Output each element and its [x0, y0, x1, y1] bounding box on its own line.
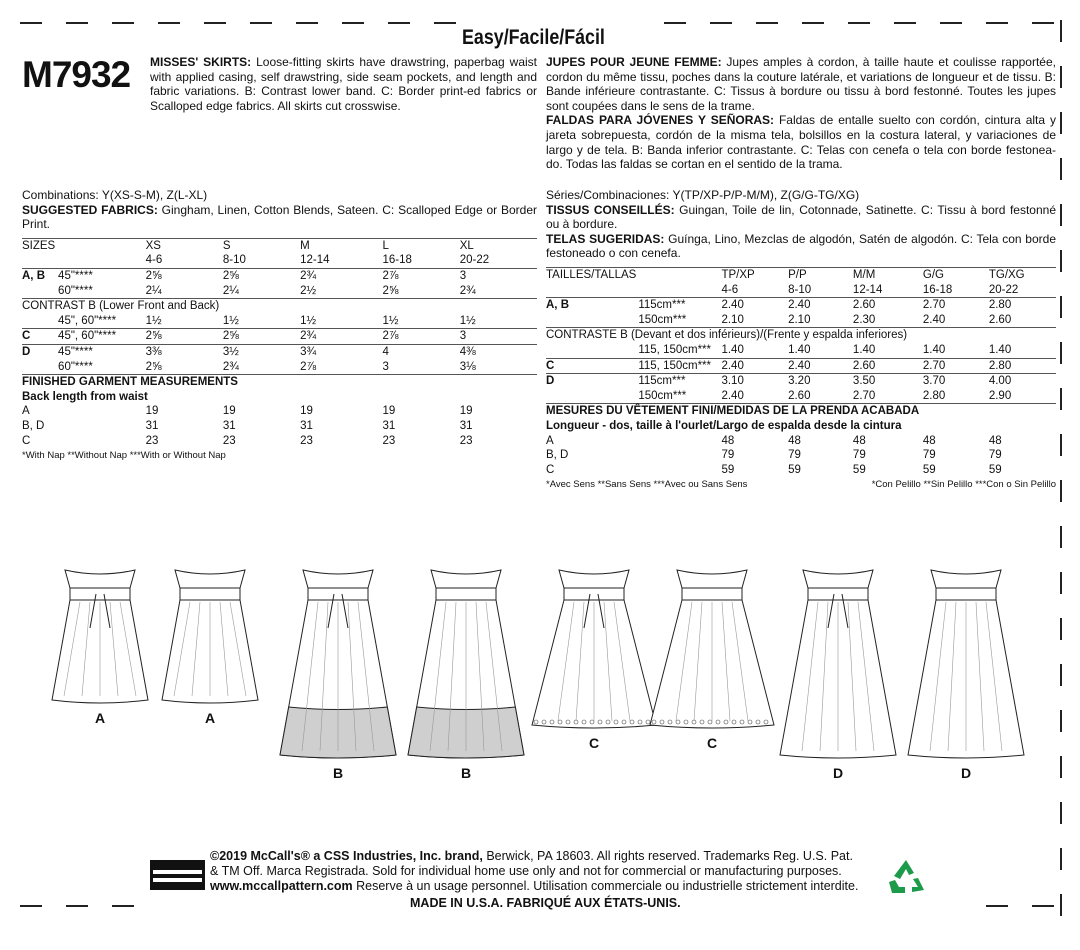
table-cell: TG/XG: [989, 267, 1056, 282]
table-cell: [22, 253, 58, 268]
fabrics-title-fr: TISSUS CONSEILLÉS:: [546, 202, 675, 217]
table-cell: C: [546, 358, 638, 374]
table-cell: 2.40: [721, 358, 788, 374]
table-row: [546, 434, 1056, 449]
cut-dash: [1060, 250, 1062, 272]
description-en: [150, 55, 537, 113]
table-cell: 60"****: [58, 284, 93, 297]
combinations-fr: Séries/Combinaciones: Y(TP/XP-P/P-M/M), Z(G/G-TG/XG): [546, 188, 860, 202]
cut-dash: [250, 22, 272, 24]
copyright-brand: ©2019 McCall's® a CSS Industries, Inc. brand,: [210, 849, 483, 863]
table-cell: 3½: [223, 344, 300, 359]
table-cell: 2.40: [721, 389, 744, 402]
cut-dash: [1060, 66, 1062, 88]
table-cell: G/G: [923, 267, 989, 282]
table-cell: 2.40: [788, 298, 853, 313]
cut-dash: [664, 22, 686, 24]
desc-fr: Jupes amples à cordon, à taille haute et coulisse rapportée, cordon du même tissu, poches dans la couture latérale, et variations de longueur et de tissu. B: Bande inférieure contrastante. C: Tissus à bordure ou tissu à bord festonné. Toutes les jupes sont coupées dans le sens de la trame.: [546, 55, 1056, 113]
french-spanish-column: [546, 55, 1056, 491]
table-row: [546, 328, 1056, 343]
cut-dash: [1060, 204, 1062, 226]
table-cell: 1½: [459, 314, 476, 327]
table-cell: [546, 389, 638, 404]
cut-dash: [894, 22, 916, 24]
table-row: [22, 344, 537, 359]
table-cell: 23: [382, 434, 396, 447]
table-row: [546, 283, 1056, 298]
cut-dash: [848, 22, 870, 24]
view-label: C: [589, 735, 600, 751]
nap-footnote-en: *With Nap **Without Nap ***With or Without Nap: [22, 450, 226, 462]
table-cell: 59: [721, 463, 735, 476]
title-es: FALDAS PARA JÓVENES Y SEÑORAS:: [546, 113, 775, 128]
cut-dash: [342, 22, 364, 24]
cut-dash: [20, 22, 42, 24]
cut-dash: [296, 22, 318, 24]
table-cell: 2¾: [459, 284, 476, 297]
table-row: [546, 267, 1056, 282]
table-cell: 1.40: [922, 343, 946, 356]
table-cell: [638, 283, 721, 298]
table-cell: [638, 267, 721, 282]
table-cell: 115cm***: [638, 298, 721, 313]
table-cell: 3.10: [721, 374, 788, 389]
cut-dash: [158, 22, 180, 24]
copyright-line2: & TM Off. Marca Registrada. Sold for individual home use only and not for commercial or manufacturing purposes.: [210, 864, 842, 878]
table-cell: P/P: [788, 267, 853, 282]
table-cell: TP/XP: [721, 267, 788, 282]
table-cell: 115cm***: [638, 374, 721, 389]
table-cell: XS: [146, 238, 223, 253]
table-cell: 23: [222, 434, 236, 447]
table-cell: [22, 314, 58, 329]
cut-dash: [1060, 848, 1062, 870]
table-cell: 31: [300, 419, 313, 432]
table-row: [22, 314, 537, 329]
cut-dash: [112, 22, 134, 24]
cut-dash: [710, 22, 732, 24]
table-cell: [58, 404, 146, 419]
table-cell: 2½: [300, 284, 317, 297]
fabrics-en: [22, 203, 537, 232]
table-row: [22, 329, 537, 345]
table-cell: 8-10: [222, 254, 246, 267]
table-cell: 79: [988, 449, 1002, 462]
cut-dash: [112, 905, 134, 907]
table-cell: [22, 360, 58, 375]
table-cell: 23: [459, 434, 473, 447]
table-row: [22, 404, 537, 419]
table-cell: 3.20: [788, 374, 853, 389]
fabrics-fr: [546, 203, 1056, 261]
table-cell: 79: [721, 449, 735, 462]
table-row: [546, 448, 1056, 463]
table-cell: M: [300, 238, 382, 253]
table-cell: 3⅜: [146, 344, 223, 359]
table-cell: 3.70: [923, 374, 989, 389]
table-cell: 4⅜: [460, 344, 537, 359]
table-row: [22, 238, 537, 253]
table-row: [546, 298, 1056, 313]
table-row: [22, 253, 537, 268]
header-block-fr: [546, 55, 1056, 188]
table-cell: Back length from waist: [22, 390, 148, 403]
table-cell: [638, 434, 721, 449]
combinations-en: Combinations: Y(XS-S-M), Z(L-XL): [22, 188, 208, 202]
table-row: [22, 360, 537, 375]
table-cell: 4-6: [145, 254, 163, 267]
yardage-table-fr: [546, 267, 1056, 477]
table-cell: 2⅞: [300, 360, 317, 373]
table-cell: 2⅞: [382, 329, 459, 345]
table-cell: 2¼: [145, 284, 162, 297]
table-cell: 2⅝: [382, 284, 399, 297]
table-cell: 1½: [222, 314, 239, 327]
table-cell: 2⅝: [146, 268, 223, 283]
table-cell: 2¼: [222, 284, 239, 297]
table-cell: 2⅞: [382, 268, 459, 283]
view-label: C: [707, 735, 718, 751]
table-row: [22, 268, 537, 283]
cut-dash: [434, 22, 456, 24]
table-cell: 1.40: [788, 343, 811, 356]
table-cell: 31: [145, 419, 159, 432]
table-cell: 1½: [382, 314, 399, 327]
table-cell: 48: [852, 434, 866, 447]
table-cell: 2.70: [923, 298, 989, 313]
nap-footnote-fr: *Avec Sens **Sans Sens ***Avec ou Sans Sens: [546, 479, 748, 491]
table-cell: 19: [300, 405, 313, 418]
table-cell: 59: [988, 463, 1002, 476]
table-row: [546, 343, 1056, 358]
copyright-line1: Berwick, PA 18603. All rights reserved. Trademarks Reg. U.S. Pat.: [482, 849, 853, 863]
table-cell: 16-18: [382, 254, 412, 267]
cut-dash: [1060, 572, 1062, 594]
table-cell: 45"****: [58, 344, 146, 359]
title-fr: JUPES POUR JEUNE FEMME:: [546, 55, 722, 69]
website-link[interactable]: www.mccallpattern.com: [210, 879, 353, 893]
table-cell: 2.90: [988, 389, 1012, 402]
table-cell: 2⅝: [223, 268, 300, 283]
cut-dash: [1060, 342, 1062, 364]
table-cell: 2.30: [852, 313, 876, 326]
cut-dash: [388, 22, 410, 24]
cut-dash: [1060, 20, 1062, 42]
table-cell: A: [546, 434, 554, 447]
table-cell: 48: [788, 434, 801, 447]
table-cell: 79: [922, 449, 936, 462]
table-cell: 2⅝: [145, 360, 162, 373]
table-cell: 3¾: [300, 344, 382, 359]
table-cell: [546, 343, 638, 358]
table-cell: 1½: [300, 314, 317, 327]
table-cell: 2.40: [788, 358, 853, 374]
view-label: A: [205, 710, 216, 726]
table-cell: 31: [222, 419, 236, 432]
table-cell: L: [382, 238, 459, 253]
table-cell: 2⅝: [223, 329, 300, 345]
fabrics-text-fr: Guingan, Toile de lin, Cotonnade, Satinette. C: Tissu à bord festonné ou à bordure.: [546, 202, 1056, 232]
table-cell: [638, 448, 721, 463]
table-cell: [22, 284, 58, 299]
table-cell: 20-22: [988, 283, 1019, 296]
cut-dash: [1060, 802, 1062, 824]
table-cell: 2¾: [300, 329, 382, 345]
table-row: [546, 358, 1056, 374]
table-cell: D: [546, 374, 638, 389]
table-cell: A, B: [22, 268, 58, 283]
cut-dash: [756, 22, 778, 24]
table-cell: 59: [922, 463, 936, 476]
table-row: [546, 419, 1056, 434]
view-label: B: [333, 765, 344, 781]
table-cell: 19: [382, 405, 396, 418]
recycle-icon: [886, 858, 926, 901]
table-cell: 3: [460, 268, 537, 283]
table-row: [546, 374, 1056, 389]
table-cell: CONTRAST B (Lower Front and Back): [22, 299, 537, 314]
table-cell: 4: [382, 344, 459, 359]
table-cell: 2.80: [989, 298, 1056, 313]
fabrics-title-en: SUGGESTED FABRICS:: [22, 202, 158, 217]
table-cell: 2⅝: [146, 329, 223, 345]
table-cell: 2.10: [721, 313, 744, 326]
cut-dash: [1060, 526, 1062, 548]
table-row: [22, 299, 537, 314]
table-cell: FINISHED GARMENT MEASUREMENTS: [22, 375, 537, 390]
table-cell: 2.70: [852, 389, 876, 402]
cut-dash: [1032, 22, 1054, 24]
table-cell: 45"****: [58, 268, 146, 283]
table-cell: 1.40: [721, 343, 744, 356]
cut-dash: [1032, 905, 1054, 907]
cut-dash: [1060, 296, 1062, 318]
table-cell: 3: [382, 360, 389, 373]
table-row: [22, 375, 537, 390]
cut-dash: [1060, 434, 1062, 456]
table-cell: 3.50: [853, 374, 923, 389]
table-cell: 1½: [145, 314, 162, 327]
pattern-number: M7932: [22, 54, 131, 95]
table-cell: Longueur - dos, taille à l'ourlet/Largo de espalda desde la cintura: [546, 419, 902, 432]
cut-dash: [1060, 388, 1062, 410]
table-cell: 2.60: [853, 358, 923, 374]
fabrics-text-es: Guínga, Lino, Mezclas de algodón, Satén de algodón. C: Tela con borde festoneado o con cenefa.: [546, 231, 1056, 261]
table-row: [22, 284, 537, 299]
cut-dash: [66, 22, 88, 24]
table-cell: 1.40: [988, 343, 1012, 356]
english-column: [22, 55, 537, 462]
yardage-table-en: [22, 238, 537, 448]
fabrics-title-es: TELAS SUGERIDAS:: [546, 231, 665, 246]
table-row: [546, 404, 1056, 419]
cut-dash: [1060, 480, 1062, 502]
table-cell: 4.00: [989, 374, 1056, 389]
table-cell: 79: [852, 449, 866, 462]
table-cell: 2.40: [922, 313, 946, 326]
cut-dash: [1060, 756, 1062, 778]
table-cell: C: [22, 329, 58, 345]
table-cell: 3⅛: [459, 360, 476, 373]
copyright-line3: Reserve à un usage personnel. Utilisation commerciale ou industrielle strictement interdite.: [352, 879, 859, 893]
table-cell: 2.10: [788, 313, 811, 326]
table-cell: 2.80: [989, 358, 1056, 374]
cut-dash: [1060, 112, 1062, 134]
copyright-notice: [210, 849, 880, 894]
table-row: [22, 390, 537, 405]
cut-dash: [1060, 894, 1062, 916]
table-cell: SIZES: [22, 238, 58, 253]
table-cell: 12-14: [300, 254, 330, 267]
table-cell: 16-18: [922, 283, 953, 296]
header-block-en: [22, 55, 537, 188]
table-cell: 23: [300, 434, 313, 447]
nap-footnote-es: *Con Pelillo **Sin Pelillo ***Con o Sin Pelillo: [871, 479, 1056, 491]
table-cell: 48: [922, 434, 936, 447]
table-cell: A: [22, 405, 30, 418]
description-fr: [546, 55, 1056, 172]
table-cell: CONTRASTE B (Devant et dos inférieurs)/(Frente y espalda inferiores): [546, 328, 1056, 343]
skirt-view-d: [886, 568, 1046, 768]
view-label: D: [961, 765, 972, 781]
table-cell: 8-10: [788, 283, 812, 296]
table-cell: 2¾: [222, 360, 239, 373]
table-row: [546, 463, 1056, 478]
table-row: [22, 434, 537, 449]
made-in-usa-text: MADE IN U.S.A. FABRIQUÉ AUX ÉTATS-UNIS.: [410, 896, 681, 910]
table-cell: 19: [222, 405, 236, 418]
table-cell: 4-6: [721, 283, 739, 296]
table-cell: 59: [852, 463, 866, 476]
table-cell: XL: [460, 238, 537, 253]
table-cell: M/M: [853, 267, 923, 282]
footer: [210, 849, 880, 910]
table-cell: [58, 253, 146, 268]
table-cell: 60"****: [58, 360, 93, 373]
table-cell: 45", 60"****: [58, 329, 146, 345]
cut-dash: [940, 22, 962, 24]
cut-dash: [1060, 710, 1062, 732]
title-en: MISSES' SKIRTS:: [150, 55, 252, 69]
table-cell: 2.60: [988, 313, 1012, 326]
table-cell: 48: [721, 434, 735, 447]
table-cell: 2.70: [923, 358, 989, 374]
table-cell: 150cm***: [638, 389, 687, 402]
table-cell: B, D: [22, 419, 45, 432]
table-cell: MESURES DU VÊTEMENT FINI/MEDIDAS DE LA PRENDA ACABADA: [546, 404, 1056, 419]
table-cell: [58, 419, 146, 434]
table-cell: 23: [145, 434, 159, 447]
table-cell: 3: [460, 329, 537, 345]
view-label: D: [833, 765, 844, 781]
table-cell: 2¾: [300, 268, 382, 283]
table-cell: 19: [145, 405, 159, 418]
table-cell: 2.60: [853, 298, 923, 313]
difficulty-rating: Easy/Facile/Fácil: [462, 26, 605, 49]
table-cell: [638, 463, 721, 478]
cut-dash: [802, 22, 824, 24]
table-cell: 79: [788, 449, 801, 462]
cut-dash: [20, 905, 42, 907]
table-cell: [546, 283, 638, 298]
table-row: [22, 419, 537, 434]
table-cell: S: [223, 238, 300, 253]
nap-footnotes-fr-es: [546, 479, 1056, 491]
cut-dash: [1060, 618, 1062, 640]
cut-dash: [1060, 664, 1062, 686]
cut-dash: [204, 22, 226, 24]
table-cell: 31: [382, 419, 396, 432]
table-cell: C: [22, 434, 31, 447]
table-cell: 12-14: [852, 283, 883, 296]
table-cell: 115, 150cm***: [638, 343, 712, 356]
desc-es: Faldas de entalle suelto con cordón, cintura alta y jareta sobrepuesta, cordón de la misma tela, bolsillos en la costura lateral, y variaciones de largo y de tela. B: Banda inferior contrastante. C: Telas con cenefa o tela con borde festonea-do. Todas las faldas se cortan en el sentido de la trama.: [546, 113, 1056, 172]
view-label: A: [95, 710, 106, 726]
table-cell: TAILLES/TALLAS: [546, 268, 637, 281]
table-cell: 48: [988, 434, 1002, 447]
view-label: B: [461, 765, 472, 781]
fabrics-text-en: Gingham, Linen, Cotton Blends, Sateen. C: Scalloped Edge or Border Print.: [22, 202, 537, 232]
made-in-usa-flag: [150, 860, 205, 890]
cut-dash: [1060, 158, 1062, 180]
table-cell: 59: [788, 463, 801, 476]
table-row: [546, 389, 1056, 404]
table-cell: 2.40: [721, 298, 788, 313]
table-cell: 115, 150cm***: [638, 358, 721, 374]
table-cell: A, B: [546, 298, 638, 313]
table-cell: 2.80: [922, 389, 946, 402]
table-cell: B, D: [546, 449, 569, 462]
table-cell: 20-22: [459, 254, 490, 267]
table-cell: 1.40: [852, 343, 876, 356]
table-cell: 45", 60"****: [58, 314, 117, 327]
cut-dash: [66, 905, 88, 907]
desc-en: Loose-fitting skirts have drawstring, paperbag waist with applied casing, self drawstring, side seam pockets, and length and fabric variations. B: Contrast lower band. C: Border print-ed fabrics or Scalloped edge fabrics. All skirts cut crosswise.: [150, 55, 537, 113]
table-cell: 150cm***: [638, 313, 687, 326]
table-cell: 31: [459, 419, 473, 432]
table-cell: [58, 434, 146, 449]
table-cell: D: [22, 344, 58, 359]
table-cell: [58, 238, 146, 253]
table-cell: C: [546, 463, 555, 476]
table-row: [546, 313, 1056, 328]
table-cell: 19: [459, 405, 473, 418]
cut-dash: [986, 22, 1008, 24]
table-cell: [546, 313, 638, 328]
cut-dash: [986, 905, 1008, 907]
table-cell: 2.60: [788, 389, 811, 402]
